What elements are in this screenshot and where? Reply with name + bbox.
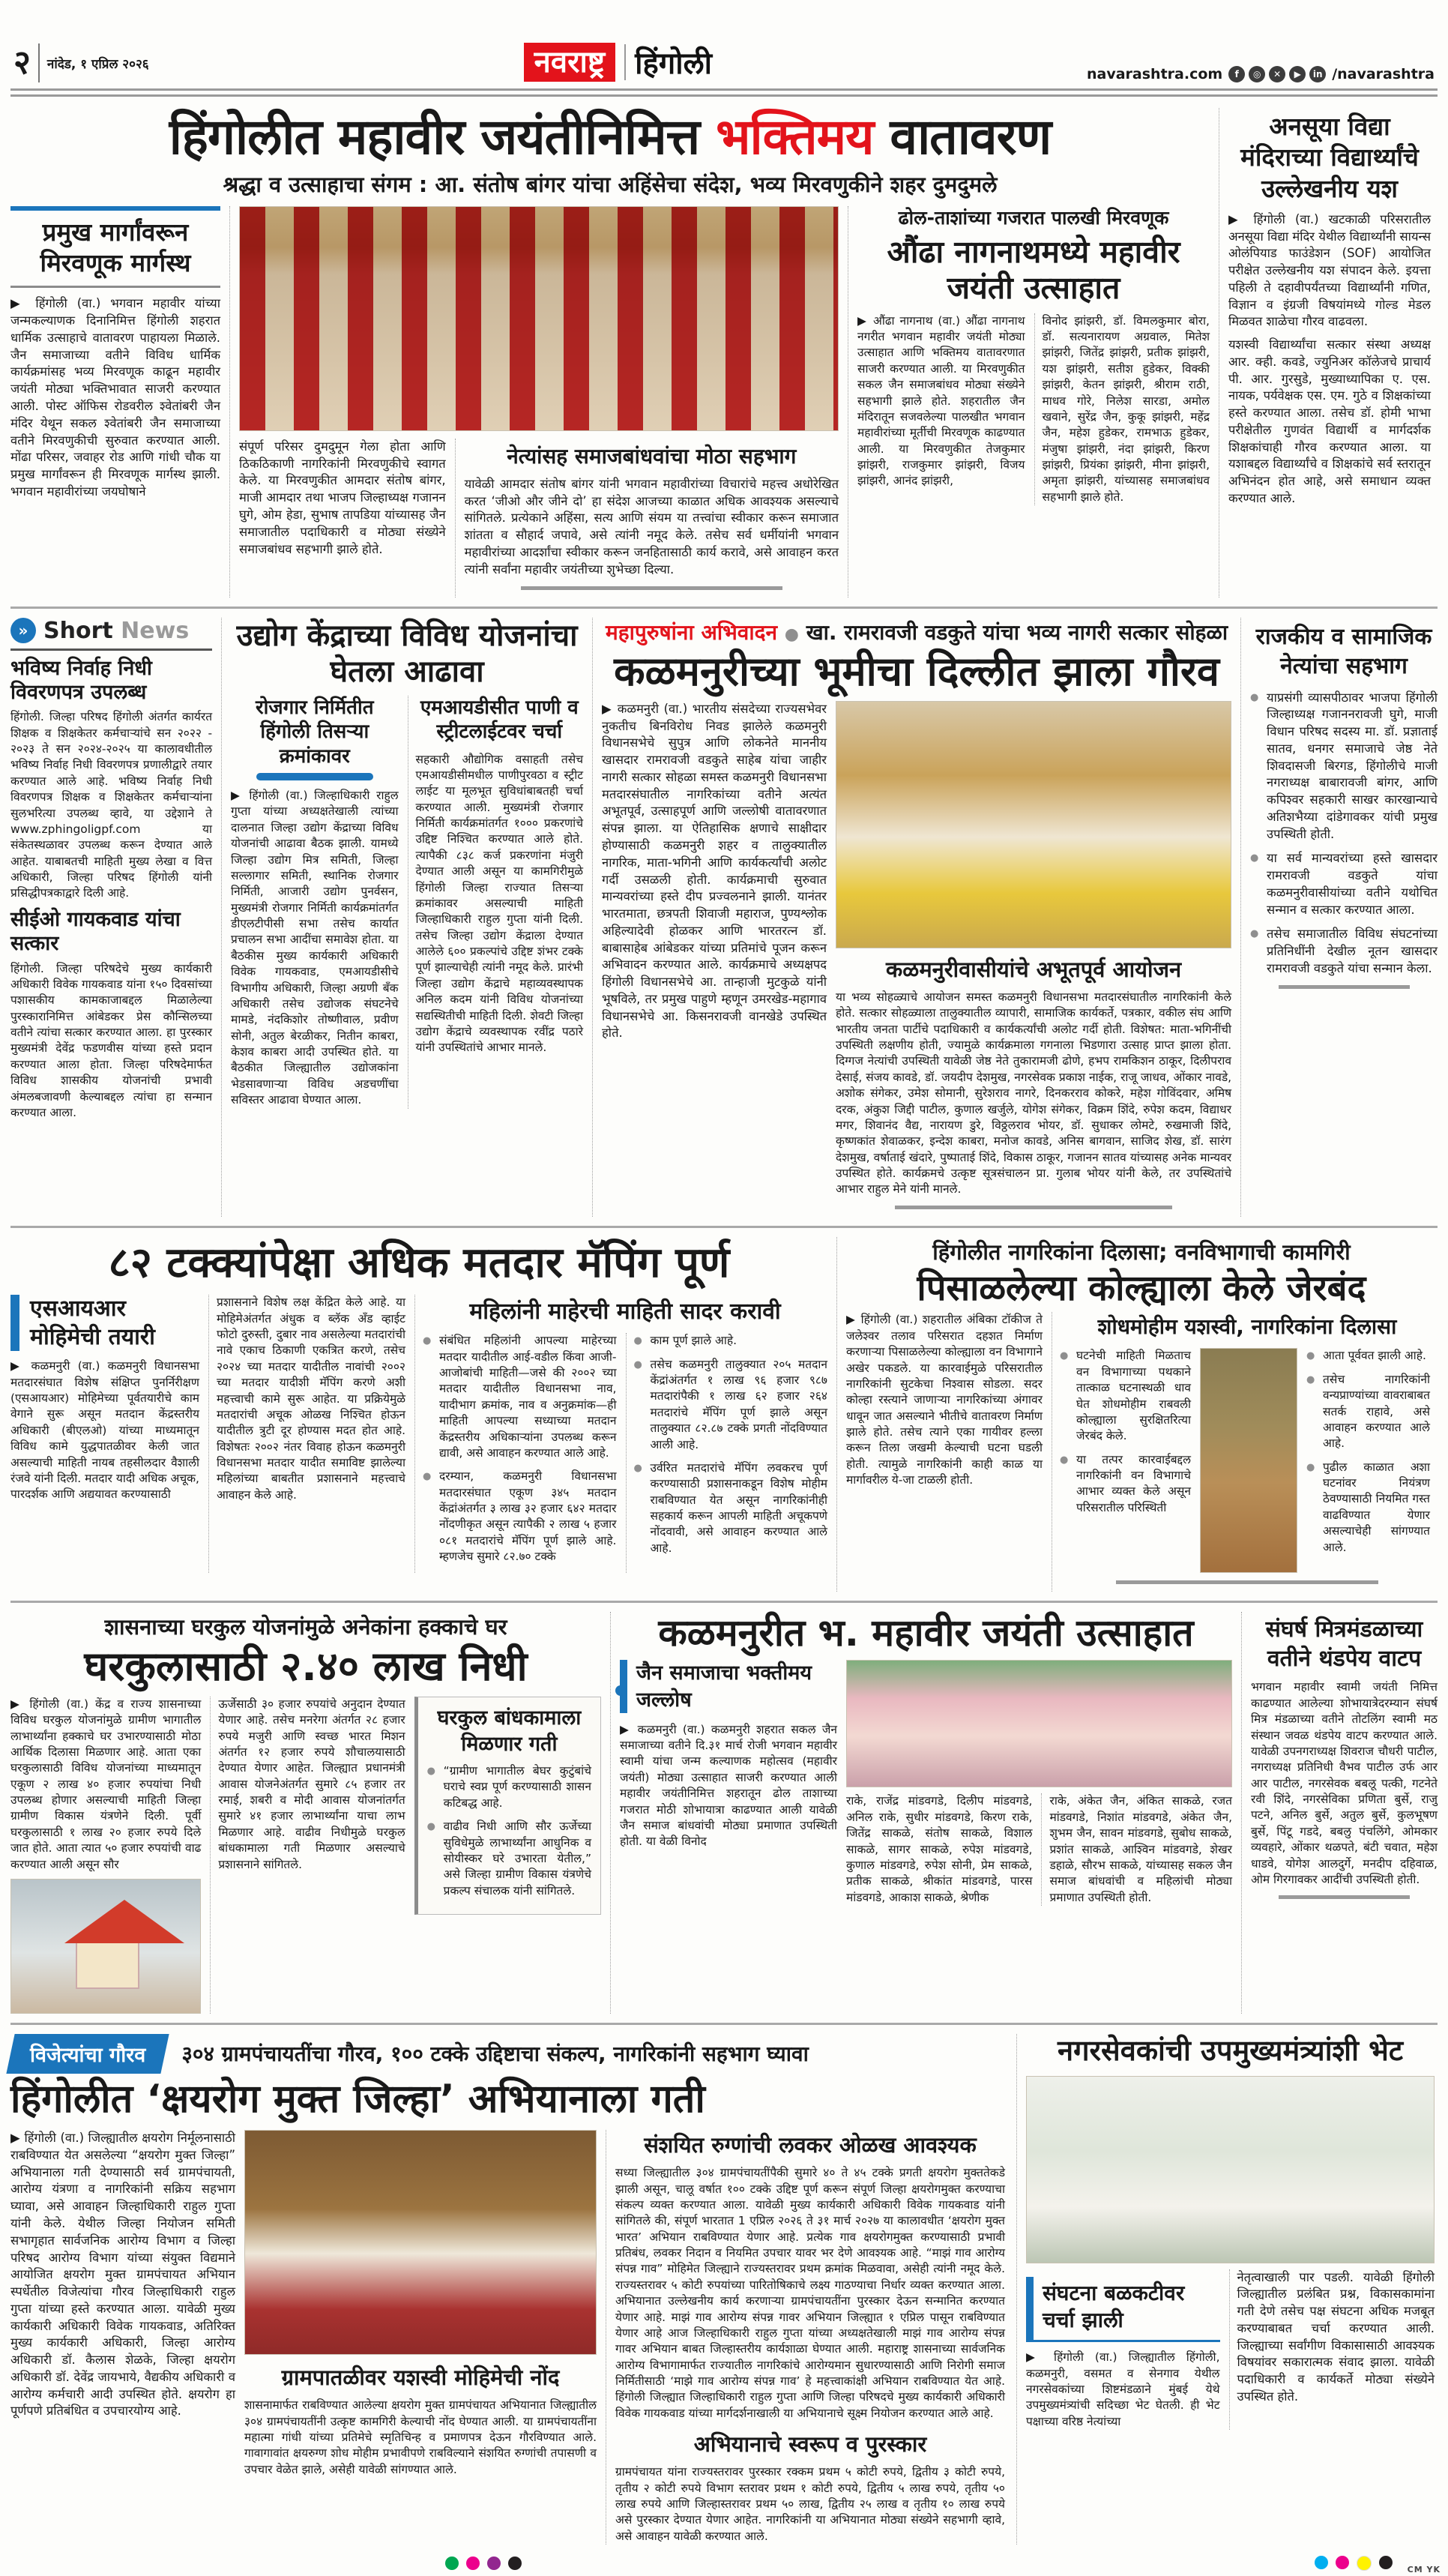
article-ansuya — [1219, 108, 1431, 598]
lead-headline-red: भक्तिमय — [716, 108, 874, 166]
mahavir-col2: राके, राजेंद्र मांडवगडे, दिलीप मांडवगडे, अनिल राके, सुधीर मांडवगडे, किरण राके, जितेंद्र साकळे, संतोष साकळे, विशाल साकळे, सागर साकळे, रुपेश मांडवगडे, कुणाल मांडवगडे, रुपेश सोनी, प्रेम साकळे, प्रतीक साकळे, श्रीकांत मांडवगडे, पारस मांडवगडे, आकाश साकळे, श्रेणीक — [846, 1794, 1033, 1904]
short-news-label — [43, 618, 189, 644]
article-aundha — [848, 206, 1210, 598]
article-gharkul-title: घरकुलासाठी २.४० लाख निधी — [84, 1643, 528, 1691]
mapping-bullets-b — [626, 1333, 828, 1572]
article-udyog-sub1: रोजगार निर्मितीत हिंगोली तिसऱ्या क्रमांकावर — [256, 696, 374, 768]
short-news-item-title: सीईओ गायकवाड यांचा सत्कार — [10, 907, 181, 956]
magenta-dot-icon — [466, 2557, 480, 2570]
instagram-icon: ◎ — [1249, 66, 1265, 82]
registration-dots-left — [445, 2557, 522, 2570]
kolha-bullet: ● पुढील काळात अशा घटनांवर नियंत्रण ठेवण्यासाठी नियमित गस्त वाढविण्यात येणार असल्याचेही सांगण्यात आले. — [1306, 1460, 1430, 1556]
linkedin-icon: in — [1309, 66, 1326, 82]
rajkiya-section — [1240, 618, 1438, 1217]
black-dot-icon — [1379, 2556, 1393, 2569]
kshayrog-note-body: शासनामार्फत राबविण्यात आलेल्या क्षयरोग मुक्त ग्रामपंचायत अभियानात जिल्ह्यातील ३०४ ग्रामपंचायतींनी उत्कृष्ट कामगिरी केल्याची नोंद घेण्यात आली. या ग्रामपंचायतींना महात्मा गांधी यांच्या प्रतिमेचे स्मृतिचिन्ह व प्रमाणपत्र देऊन गौरविण्यात आले. गावागावांत क्षयरुग्ण शोध मोहीम प्रभावीपणे राबविल्याने संशयित रुग्णांची तपासणी व उपचार वेळेत झाले, असेही यावेळी सांगण्यात आले. — [244, 2398, 597, 2476]
jackal-photo — [1200, 1348, 1297, 1573]
edition-dateline: नांदेड, १ एप्रिल २०२६ — [46, 56, 149, 72]
kolha-bullet: ● घटनेची माहिती मिळताच वन विभागाच्या पथकाने तात्काळ घटनास्थळी धाव घेत शोधमोहीम राबवली कोल्ह्याला सुरक्षितरित्या जेरबंद केले. — [1060, 1348, 1191, 1444]
article-miravnuk-col2: संपूर्ण परिसर दुमदुमून गेला होता आणि ठिकठिकाणी नागरिकांनी मिरवणुकीचे स्वागत केले. या मिरवणुकीत आमदार संतोष बांगर, माजी आमदार तथा भाजप जिल्हाध्यक्ष गजानन घुगे, ओम हेडा, सुभाष तापडिया यांच्यासह जैन समाजातील पदाधिकारी व मोठ्या संख्येने समाजबांधव सहभागी झाले होते. — [239, 439, 446, 556]
article-miravnuk-col1: ▶ हिंगोली (वा.) भगवान महावीर यांच्या जन्मकल्याणक दिनानिमित्त हिंगोली शहरात धार्मिक उत्साहाचे वातावरण पाहायला मिळाले. जैन समाजाच्या वतीने विविध धार्मिक कार्यक्रमांसह भव्य मिरवणूक काढून महावीर जयंती मोठ्या भक्तिभावात साजरी करण्यात आली. पोस्ट ऑफिस रोडवरील श्वेतांबरी जैन मंदिर येथून सकल श्वेतांबरी जैन समाजाच्या वतीने मिरवणुकीची सुरुवात करण्यात आली. मोंढा परिसर, जवाहर रोड आणि गांधी चौक या प्रमुख मार्गांवरून ही मिरवणूक मार्गस्थ झाली. भगवान महावीरांच्या जयघोषाने — [10, 296, 220, 499]
article-kolha-kicker: हिंगोलीत नागरिकांना दिलासा; वनविभागाची कामगिरी — [932, 1239, 1351, 1265]
article-kshayrog — [10, 2034, 1007, 2545]
kolha-right-cols — [1060, 1348, 1435, 1573]
kolha-bullets-right — [1306, 1348, 1430, 1573]
nagarsevak-left — [1026, 2269, 1220, 2431]
green-dot-icon — [445, 2557, 459, 2570]
kolha-bullet: ● या तत्पर कारवाईबद्दल नागरिकांनी वन विभागाचे आभार व्यक्त केले असून परिसरातील परिस्थिती — [1060, 1452, 1191, 1517]
lead-photo-block — [229, 206, 839, 598]
mapping-bullet: ● दरम्यान, कळमनुरी विधानसभा मतदारसंघात एकूण ३४५ मतदान केंद्रांअंतर्गत ३ लाख ३२ हजार ६४२ मतदार नोंदणीकृत असून त्यापैकी २ लाख ५ हजार ०८१ मतदारांचे मॅपिंग पूर्ण झाले आहे. म्हणजेच सुमारे ८२.७० टक्के — [423, 1469, 617, 1565]
kolha-col1: ▶ हिंगोली (वा.) शहरातील अंबिका टॉकीज ते जलेश्वर तलाव परिसरात दहशत निर्माण करणाऱ्या पिसाळलेल्या कोल्ह्याला वन विभागाने अखेर पकडले. या कारवाईमुळे परिसरातील नागरिकांनी सुटकेचा निश्वास सोडला. सदर कोल्हा रस्त्याने जाणाऱ्या नागरिकांच्या अंगावर धावून जात असल्याने भीतीचे वातावरण निर्माण झाले होते. तसेच त्याने एका गायीवर हल्ला करून तिला जखमी केल्याची घटना घडली होती. त्यामुळे नागरिकांनी काही काळ या मार्गावरील ये-जा टाळली होती. — [846, 1313, 1043, 1487]
kshayrog-right — [606, 2130, 1005, 2545]
mapping-bullet: ● काम पूर्ण झाले आहे. — [634, 1333, 828, 1349]
article-miravnuk — [10, 206, 220, 598]
mapping-bullet: ● संबंधित महिलांनी आपल्या माहेरच्या मतदार यादीतील आई-वडील किंवा आजी-आजोबांची माहिती—जसे की २००२ च्या मतदार यादीतील विधानसभा नाव, यादीभाग क्रमांक, नाव व अनुक्रमांक—ही माहिती आपल्या सध्याच्या मतदान केंद्रस्तरीय अधिकाऱ्यांना उपलब्ध करून द्यावी, असे आवाहन करण्यात आले आहे. — [423, 1333, 617, 1461]
page-header — [10, 6, 1438, 88]
rajkiya-bullet: ● याप्रसंगी व्यासपीठावर भाजपा हिंगोली जिल्हाध्यक्ष गजाननरावजी घुगे, माजी विधान परिषद सदस्य मा. डॉ. प्रज्ञाताई सातव, धनगर समाजाचे जेष्ठ नेते शिवदासजी बिरगड, हिंगोलीचे माजी नगराध्यक्ष बाबारावजी बांगर, आणि कपिश्वर सहकारी साखर कारखान्याचे अतिशभैय्या दांडेगावकर यांची प्रमुख उपस्थिती होती. — [1250, 690, 1438, 843]
mahavir-name-cols — [846, 1793, 1232, 1906]
short-news-item-body: हिंगोली. जिल्हा परिषदेचे मुख्य कार्यकारी अधिकारी विवेक गायकवाड यांना १५० दिवसांच्या पशासकीय कामकाजाबद्दल मिळालेल्या पुरस्कारानिमित्त आंबेडकर प्रेस कौन्सिलच्या वतीने त्यांचा सत्कार करण्यात आला. हा पुरस्कार मुख्यमंत्री देवेंद्र फडणवीस यांच्या हस्ते प्रदान करण्यात आला होता. जिल्हा परिषदेमार्फत विविध शासकीय योजनांची प्रभावी अंमलबजावणी केल्याबद्दल त्यांचा हा सन्मान करण्यात आला. — [10, 961, 213, 1119]
page-info — [13, 43, 149, 82]
ayojan-body: या भव्य सोहळ्याचे आयोजन समस्त कळमनुरी विधानसभा मतदारसंघातील नागरिकांनी केले होते. सत्कार सोहळ्याला तालुक्यातील व्यापारी, सामाजिक कार्यकर्ते, पत्रकार, वकील संघ आणि भारतीय जनता पार्टीचे पदाधिकारी व कार्यकर्त्यांची अलोट गर्दी होती. विशेषत: माता-भगिनींची उपस्थिती लक्षणीय होती, ज्यामुळे कार्यक्रमाला गगनाला भिडणारा उत्साह प्राप्त झाला होता. दिग्गज नेत्यांची उपस्थिती यावेळी जेष्ठ नेते तुकारामजी ढोणे, हभप रामकिशन ठाकूर, दिलीपराव देसाई, संजय कावडे, डॉ. जयदीप देशमुख, नगरसेवक प्रकाश नाईक, राजू जाधव, ओंकार नावडे, अशोक संगेकर, उमेश सोमानी, सुरेशराव नागरे, दिनकरराव कोकरे, महेश गोविंदवार, अमिष दरक, अंकुश जिद्दी पाटील, कुणाल खर्जुले, योगेश संगेकर, विक्रम शिंदे, रुपेश कदम, विद्याधर मगर, शिवानंद वैद्य, नारायण डुरे, विठ्ठलराव भोयर, डॉ. सुधाकर लोमटे, रुखमाजी शिंदे, कृष्णकांत शेवाळकर, इन्देश काबरा, मनोज कावडे, अनिस बागवान, साजिद शेख, डॉ. सारंग देशमुख, वर्षाताई खंदारे, पुष्पाताई शिंदे, विकास ठाकूर, गजानन सातव यांच्यासह अनेक मान्यवर उपस्थित होते. कार्यक्रमचे उत्कृष्ट सूत्रसंचालन प्रा. गुलाब भोयर यांनी केले, तर उपस्थितांचे आभार राहुल मेने यांनी मानले. — [836, 990, 1232, 1197]
article-udyog-title: उद्योग केंद्राच्या विविध योजनांचा घेतला आढावा — [236, 618, 578, 689]
short-news-label-dark: Short — [43, 617, 113, 644]
mapping-bullet: ● उर्वरित मतदारांचे मॅपिंग लवकरच पूर्ण करण्यासाठी प्रशासनाकडून विशेष मोहीम राबविण्यात येत असून नागरिकांनीही सहकार्य करून आपली माहिती अचूकपणे नोंदवावी, असे आवाहन करण्यात आले आहे. — [634, 1460, 828, 1556]
article-aundha-kicker: ढोल-ताशांच्या गजरात पालखी मिरवणूक — [898, 206, 1169, 229]
article-ansuya-para2: यशस्वी विद्यार्थ्यांचा सत्कार संस्था अध्यक्ष आर. क्ही. कवडे, ज्युनिअर कॉलेजचे प्राचार्य पी. आर. गुरसुडे, मुख्याध्यापिका ए. एस. नायक, पर्यवेक्षक एस. एम. गुठे व शिक्षकांच्या हस्ते करण्यात आला. तसेच डॉ. होमी भाभा परीक्षेतील गुणवंत विद्यार्थी व मार्गदर्शक शिक्षकांचाही गौरव करण्यात आला. या यशाबद्दल विद्यार्थ्यांचे व शिक्षकांचे सर्व स्तरातून अभिनंदन होत आहे, असे समाधान व्यक्त करण्यात आले. — [1228, 337, 1431, 505]
article-udyog-col1: ▶ हिंगोली (वा.) जिल्हाधिकारी राहुल गुप्ता यांच्या अध्यक्षतेखाली त्यांच्या दालनात जिल्हा उद्योग केंद्राच्या विविध योजनांची आढावा बैठक झाली. यामध्ये जिल्हा उद्योग मित्र समिती, जिल्हा सल्लागार समिती, स्थानिक रोजगार निर्मिती, आजारी उद्योग पुनर्वसन, मुख्यमंत्री रोजगार निर्मिती कार्यक्रमांतर्गत डीएलटीपीसी सभा तसेच कार्यात प्रचालन सभा आदींचा समावेश होता. या बैठकीस मुख्य कार्यकारी अधिकारी विवेक गायकवाड, एमआयडीसीचे विभागीय अधिकारी, जिल्हा अग्रणी बँक अधिकारी तसेच उद्योजक संघटनेचे मामडे, नंदकिशोर तोष्णीवाल, प्रवीण सोनी, अतुल बेरळीकर, नितीन काबरा, केशव काबरा आदी उपस्थित होते. या बैठकीत जिल्ह्यातील उद्योजकांना भेडसावणाऱ्या विविध अडचणींचा सविस्तर आढावा घेण्यात आला. — [231, 789, 399, 1107]
article-gharkul-kicker: शासनाच्या घरकुल योजनांमुळे अनेकांना हक्काचे घर — [104, 1614, 507, 1640]
gharkul-col2: ऊर्जेसाठी ३० हजार रुपयांचे अनुदान देण्यात येणार आहे. तसेच मनरेगा अंतर्गत २८ हजार रुपये मजुरी आणि स्वच्छ भारत मिशन अंतर्गत १२ हजार रुपये शौचालयासाठी देण्यात येणार आहेत. जिल्ह्यात प्रधानमंत्री आवास योजनेअंतर्गत सुमारे ८५ हजार तर रमाई, शबरी व मोदी आवास योजनांतर्गत सुमारे ४१ हजार लाभार्थ्यांना याचा लाभ मिळणार आहे. वाढीव निधीमुळे घरकुल बांधकामाला गती मिळणार असल्याचे प्रशासनाने सांगितले. — [218, 1697, 405, 1871]
article-satkar — [592, 618, 1231, 1217]
article-gharkul-cols — [10, 1697, 601, 2014]
article-aundha-cols — [857, 313, 1210, 506]
section-end-rule — [1279, 1895, 1409, 1899]
article-ansuya-title: अनसूया विद्या मंदिराच्या विद्यार्थ्यांचे उल्लेखनीय यश — [1240, 112, 1419, 203]
short-news-header — [10, 618, 212, 651]
kshayrog-sub2: संशयित रुग्णांची लवकर ओळख आवश्यक — [644, 2132, 977, 2158]
band-2 — [10, 618, 1438, 1217]
mahavir-right — [846, 1660, 1232, 1906]
masthead — [524, 41, 712, 82]
masthead-logo: नवराष्ट्र — [524, 43, 616, 82]
lead-headline — [10, 109, 1210, 165]
article-mahavir-kalamnuri — [610, 1612, 1232, 2014]
header-rules — [10, 88, 1438, 100]
article-mapping-cols — [10, 1295, 827, 1572]
band-top — [10, 108, 1438, 598]
short-news-item-title: भविष्य निर्वाह निधी विवरणपत्र उपलब्ध — [10, 656, 152, 704]
x-icon: ✕ — [1269, 66, 1285, 82]
article-kolha-title: पिसाळलेल्या कोल्ह्याला केले जेरबंद — [917, 1267, 1366, 1309]
lead-subhead: श्रद्धा व उत्साहाचा संगम : आ. संतोष बांगर यांचा अहिंसेचा संदेश, भव्य मिरवणुकीने शहर दुमदुमले — [223, 171, 998, 197]
short-news-item — [10, 908, 212, 1122]
short-news-label-light: News — [121, 617, 190, 644]
article-satkar-col1: ▶ कळमनुरी (वा.) भारतीय संसदेच्या राज्यसभेवर नुकतीच बिनविरोध निवड झालेले कळमनुरी विधानसभेचे सुपुत्र आणि लोकनेते माननीय खासदार रामरावजी वडकुते साहेब यांचा जाहीर नागरी सत्कार सोहळा समस्त कळमनुरी विधानसभा मतदारसंघातील नागरिकांच्या वतीने अत्यंत अभूतपूर्व, उत्साहपूर्ण आणि जल्लोषी वातावरणात संपन्न झाला. या ऐतिहासिक क्षणाचे साक्षीदार होण्यासाठी कळमनुरी शहर व तालुक्यातील नागरिक, माता-भगिनी आणि कार्यकर्त्यांची अलोट गर्दी उसळली होती. कार्यक्रमाची सुरुवात मान्यवरांच्या हस्ते दीप प्रज्वलनाने झाली. यानंतर भारतमाता, छत्रपती शिवाजी महाराज, पुण्यश्लोक अहिल्यादेवी होळकर आणि भारतरत्न डॉ. बाबासाहेब आंबेडकर यांच्या प्रतिमांचे पूजन करून अभिवादन करण्यात आले. कार्यक्रमाचे अध्यक्षपद हिंगोली विधानसभेचे आ. तान्हाजी मुटकुळे यांनी भूषविले, तर प्रमुख पाहुणे म्हणून उमरखेड-महागाव विधानसभेचे आ. किसनरावजी वानखेडे उपस्थित होते. — [602, 701, 827, 1041]
gharkul-box-bullet: ● “ग्रामीण भागातील बेघर कुटुंबांचे घराचे स्वप्न पूर्ण करण्यासाठी शासन कटिबद्ध आहे. — [427, 1763, 591, 1811]
gharkul-col1-wrap — [10, 1697, 201, 2014]
mapping-submid: महिलांनी माहेरची माहिती सादर करावी — [469, 1298, 781, 1325]
article-udyog-left — [231, 696, 399, 1109]
gharkul-highlight-box — [414, 1697, 601, 1915]
meeting-photo — [244, 2130, 597, 2355]
article-thandpey — [1241, 1612, 1438, 2014]
mapping-bullet-cols — [423, 1333, 827, 1572]
dcm-meeting-photo — [1026, 2076, 1435, 2263]
article-udyog-sub2: एमआयडीसीत पाणी व स्ट्रीटलाईटवर चर्चा — [420, 696, 579, 743]
article-nagarsevak — [1016, 2034, 1435, 2545]
website-url: navarashtra.com — [1087, 66, 1223, 82]
satkar-kicker-black: खा. रामरावजी वडकुते यांचा भव्य नागरी सत्कार सोहळा — [806, 619, 1228, 645]
article-ansuya-para1: ▶ हिंगोली (वा.) खटकाळी परिसरातील अनसूया विद्या मंदिर येथील विद्यार्थ्यांनी सायन्स ओलंपियाड फाउंडेशन (SOF) आयोजित परीक्षेत उल्लेखनीय यश संपादन केले. इयत्ता पहिली ते दहावीपर्यंतच्या विद्यार्थ्यांनी गणित, विज्ञान व इंग्रजी विषयांमध्ये गोल्ड मेडल मिळवत शाळेचा गौरव वाढवला. — [1228, 211, 1431, 329]
kshayrog-sub2-body: सध्या जिल्ह्यातील ३०४ ग्रामपंचायतींपैकी सुमारे ४० ते ४५ टक्के प्रगती क्षयरोग मुक्ततेकडे झाली असून, चालू वर्षात १०० टक्के उद्दिष्ट पूर्ण करून संपूर्ण जिल्हा क्षयरोगमुक्त करण्याचा संकल्प व्यक्त करण्यात आला. यावेळी मुख्य कार्यकारी अधिकारी विवेक गायकवाड यांनी सांगितले की, संपूर्ण भारतात 1 एप्रिल २०२६ ते ३१ मार्च २०२७ या कालावधीत ‘क्षयरोग मुक्त भारत’ अभियान राबविण्यात येणार आहे. प्रत्येक गाव क्षयरोगमुक्त करण्यासाठी प्रभावी प्रतिबंध, लवकर निदान व नियमित उपचार यावर भर देणे आवश्यक आहे. “माझं गाव आरोग्य संपन्न गाव” मोहिमेत जिल्ह्याने राज्यस्तरावर प्रथम क्रमांक मिळवावा, असेही त्यांनी नमूद केले. राज्यस्तरावर ५ कोटी रुपयांच्या पारितोषिकाचे लक्ष्य गाठण्याचा निर्धार व्यक्त करण्यात आला. अभियानात उल्लेखनीय कार्य करणाऱ्या ग्रामपंचायतींना पुरस्कार देऊन सन्मानित करण्यात येणार आहे. माझं गाव आरोग्य संपन्न गावर अभियान जिल्ह्यात १ एप्रिल पासून राबविण्यात येणार आहे आज जिल्हाधिकारी राहुल गुप्ता यांच्या अध्यक्षतेखाली माझं गाव आरोग्य संपन्न गावर अभियान बाबत जिल्हास्तरीय कार्यशाळा घेण्यात आली. महाराष्ट्र शासनाच्या सार्वजनिक आरोग्य विभागामार्फत राज्यातील नागरिकांचे आरोग्यमान सुधारण्यासाठी आणि निरोगी समाज निर्मितीसाठी ‘माझे गाव आरोग्य संपन्न गाव’ हे महत्त्वाकांक्षी अभियान राबविण्यात येत आहे. हिंगोली जिल्ह्यात जिल्हाधिकारी राहुल गुप्ता आणि जिल्हा परिषदचे मुख्य कार्यकारी अधिकारी विवेक गायकवाड यांच्या मार्गदर्शनाखाली या अभियानाचे सूक्ष्म नियोजन करण्यात आले आहे. — [615, 2166, 1005, 2420]
blue-underline-bar — [256, 773, 373, 780]
mapping-bullet: ● तसेच कळमनुरी तालुक्यात २०५ मतदान केंद्रांअंतर्गत १ लाख ९६ हजार ९८७ मतदारांपैकी १ लाख ६२ हजार २६४ मतदारांचे मॅपिंग पूर्ण झाले असून तालुक्यात ८२.८७ टक्के प्रगती नोंदविण्यात आली आहे. — [634, 1357, 828, 1453]
netya-section — [455, 439, 839, 598]
kshayrog-kicker: ३०४ ग्रामपंचायतींचा गौरव, १०० टक्के उद्दिष्टाचा संकल्प, नागरिकांनी सहभाग घ्यावा — [181, 2041, 809, 2067]
kshayrog-sub3: अभियानाचे स्वरूप व पुरस्कार — [693, 2431, 927, 2458]
cyan-dot-icon — [1315, 2556, 1328, 2569]
article-mahavir-cols — [620, 1660, 1232, 1906]
mapping-bullets-a — [423, 1333, 617, 1572]
cmyk-mark: CM YK — [1407, 2565, 1441, 2575]
registration-dots-right — [1315, 2556, 1393, 2571]
facebook-icon: f — [1228, 66, 1245, 82]
rajkiya-bullet: ● तसेच समाजातील विविध संघटनांच्या प्रतिनिधींनी देखील नूतन खासदार रामरावजी वडकुते यांचा सन्मान केला. — [1250, 926, 1438, 977]
article-satkar-cols — [602, 701, 1231, 1217]
gharkul-col1: ▶ हिंगोली (वा.) केंद्र व राज्य शासनाच्या विविध घरकुल योजनांमुळे ग्रामीण भागातील लाभार्थ्यांना हक्काचे घर उभारण्यासाठी मोठा आर्थिक दिलासा मिळणार आहे. आता एका घरकुलासाठी विविध योजनांच्या माध्यमातून एकूण २ लाख ४० हजार रुपयांचा निधी उपलब्ध होणार असल्याची माहिती जिल्हा ग्रामीण विकास यंत्रणेने दिली. पूर्वी घरकुलासाठी १ लाख २० हजार रुपये दिले जात होते. आता त्यात ५० हजार रुपयांची वाढ करण्यात आली असून सौर — [10, 1697, 202, 1871]
nagarsevak-title: नगरसेवकांची उपमुख्यमंत्र्यांशी भेट — [1057, 2033, 1404, 2067]
kshayrog-cols — [10, 2130, 1007, 2545]
article-mapping-title: ८२ टक्क्यांपेक्षा अधिक मतदार मॅपिंग पूर्ण — [108, 1238, 730, 1287]
lead-columns — [10, 206, 1210, 598]
article-kolha-cols — [846, 1312, 1437, 1592]
kolha-bullet: ● आता पूर्ववत झाली आहे. — [1306, 1348, 1430, 1364]
page-number: २ — [13, 43, 31, 82]
ayojan-title: कळमनुरीवासीयांचे अभूतपूर्व आयोजन — [886, 956, 1182, 982]
nagarsevak-col2: नेतृत्वाखाली पार पडली. यावेळी हिंगोली जिल्ह्यातील प्रलंबित प्रश्न, विकासकामांना गती देणे तसेच पक्ष संघटना अधिक मजबूत करण्याबाबत चर्चा करण्यात आली. जिल्ह्याच्या सर्वांगीण विकासासाठी आवश्यक विषयांवर सकारात्मक संवाद झाला. यावेळी पदाधिकारी व कार्यकर्ते मोठ्या संख्येने उपस्थित होते. — [1237, 2269, 1435, 2404]
gharkul-col2-wrap — [210, 1697, 405, 2014]
lead-headline-black2: वातावरण — [873, 108, 1052, 166]
mahavir-col1: ▶ कळमनुरी (वा.) कळमनुरी शहरात सकल जैन समाजाच्या वतीने दि.३१ मार्च रोजी भगवान महावीर स्वामी यांचा जन्म कल्याणक महोत्सव (महावीर जयंती) मोठ्या उत्साहात साजरी करण्यात आली महावीर जयंतीनिमित्त शहरातून ढोल ताशाच्या गजरात मोठी शोभायात्रा काढण्यात आली यावेळी जैन समाज बांधवांची मोठ्या प्रमाणात उपस्थिती होती. या वेळी विनोद — [620, 1722, 837, 1849]
kolha-bullets-left — [1060, 1348, 1191, 1573]
lead-headline-black1: हिंगोलीत महावीर जयंतीनिमित्त — [169, 108, 717, 166]
gharkul-box-title: घरकुल बांधकामाला मिळणार गती — [437, 1706, 582, 1756]
gharkul-box — [414, 1697, 601, 2014]
mapping-subleft: एसआयआर मोहिमेची तयारी — [10, 1295, 199, 1351]
satkar-kicker-red: महापुरुषांना अभिवादन — [605, 619, 778, 645]
mahavir-left — [620, 1660, 837, 1906]
netya-body: यावेळी आमदार संतोष बांगर यांनी भगवान महावीरांच्या विचारांचे महत्त्व अधोरेखित करत ‘जीओ और जीने दो’ हा संदेश आजच्या काळात अधिक आवश्यक असल्याचे सांगितले. प्रत्येकाने अहिंसा, सत्य आणि संयम या तत्त्वांचा स्वीकार करून समाजात शांतता व सौहार्द जपावे, असे त्यांनी नमूद केले. तसेच सर्व धर्मीयांनी भगवान महावीरांच्या आदर्शांचा स्वीकार करून जनहितासाठी कार्य करावे, असे आवाहन करत त्यांनी सर्वांना महावीर जयंतीच्या शुभेच्छा दिल्या. — [464, 476, 839, 577]
section-end-rule — [1116, 1580, 1378, 1584]
social-handle: /navarashtra — [1332, 66, 1435, 82]
article-udyog-cols — [231, 696, 583, 1109]
rajkiya-title: राजकीय व सामाजिक नेत्यांचा सहभाग — [1255, 623, 1432, 679]
article-thandpey-body: भगवान महावीर स्वामी जयंती निमित्त काढण्यात आलेल्या शोभायात्रेदरम्यान संघर्ष मित्र मंडळाच्या वतीने तोटलिंग स्वामी मठ संस्थान जवळ थंडपेय वाटप करण्यात आले. यावेळी उपनगराध्यक्ष शिवराज चौधरी पाटील, नगराध्यक्ष प्रतिनिधी वैभव पाटील उर्फ आर आर पाटील, नगरसेवक बबलू पत्की, गटनेते रवी शिंदे, नगरसेविका प्रणिता बुर्से, राजु पटने, अनिल बुर्से, अतुल बुर्से, कुलभूषण बुर्से, पिंटू गडदे, बबलु पंचलिंगे, ओमकार व्यवहारे, ओंकार थळपते, बंटी चवात, महेश धाडवे, योगेश आलदुर्गे, मनदीप दहिवाळ, ओम गिरगावकर आदींची उपस्थिती होती. — [1251, 1680, 1438, 1886]
nagarsevak-right — [1229, 2269, 1435, 2431]
article-mapping — [10, 1237, 827, 1592]
kshayrog-title: हिंगोलीत ‘क्षयरोग मुक्त जिल्हा’ अभियानाला गती — [10, 2076, 705, 2122]
edition-name: हिंगोली — [635, 46, 712, 81]
article-udyog-right — [408, 696, 584, 1109]
band-divider-4 — [10, 2023, 1438, 2025]
mahavir-subhead: जैन समाजाचा भक्तीमय जल्लोष — [620, 1660, 837, 1712]
band-3 — [10, 1237, 1438, 1592]
band-divider-3 — [10, 1601, 1438, 1603]
nagarsevak-subhead: संघटना बळकटीवर चर्चा झाली — [1026, 2277, 1220, 2343]
band-5 — [10, 2034, 1438, 2545]
black-dot-icon — [508, 2557, 522, 2570]
article-udyog-col2: सहकारी औद्योगिक वसाहती तसेच एमआयडीसीमधील पाणीपुरवठा व स्ट्रीट लाईट या मूलभूत सुविधांबाबतही चर्चा करण्यात आली. मुख्यमंत्री रोजगार निर्मिती कार्यक्रमांतर्गत १००० प्रकरणांचे उद्दिष्ट निश्चित करण्यात आले होते. त्यापैकी ८३८ कर्ज प्रकरणांना मंजुरी देण्यात आली असून या कामगिरीमुळे हिंगोली जिल्हा राज्यात तिसऱ्या क्रमांकावर असल्याची माहिती जिल्हाधिकारी राहुल गुप्ता यांनी दिली. तसेच जिल्हा उद्योग केंद्राला देण्यात आलेले ६०० प्रकल्पांचे उद्दिष्ट शंभर टक्के पूर्ण झाल्याचेही त्यांनी नमूद केले. प्रारंभी जिल्हा उद्योग केंद्राचे महाव्यवस्थापक अनिल कदम यांनी विविध योजनांच्या सद्यस्थितीची माहिती दिली. शेवटी जिल्हा उद्योग केंद्राचे व्यवस्थापक रवींद्र पठारे यांनी उपस्थितांचे आभार मानले. — [415, 752, 584, 1055]
gharkul-box-bullet: ● वाढीव निधी आणि सौर ऊर्जेच्या सुविधेमुळे लाभार्थ्यांना आधुनिक व सोयीस्कर घरे उभारता येतील,” असे जिल्हा ग्रामीण विकास यंत्रणेचे प्रकल्प संचालक यांनी सांगितले. — [427, 1819, 591, 1899]
kolha-bullet: ● तसेच नागरिकांनी वन्यप्राण्यांच्या वावराबाबत सतर्क राहावे, असे आवाहन करण्यात आले आहे. — [1306, 1372, 1430, 1452]
yellow-dot-icon — [1357, 2556, 1372, 2571]
mahavir-col3-wrap — [1041, 1793, 1232, 1906]
lead-area — [10, 108, 1210, 598]
magenta-dot-icon — [1336, 2556, 1349, 2569]
satkar-photo — [836, 701, 1231, 948]
shobhayatra-photo — [846, 1660, 1232, 1787]
section-end-rule — [521, 586, 783, 590]
netya-title: नेत्यांसह समाजबांधवांचा मोठा सहभाग — [507, 443, 797, 469]
article-aundha-col2-text: विनोद झांझरी, डॉ. विमलकुमार बोरा, डॉ. सत्यनारायण अग्रवाल, मितेश झांझरी, जितेंद्र झांझरी, प्रतीक झांझरी, यश झांझरी, सतीश हुडेकर, विक्की झांझरी, केतन झांझरी, श्रीराम राठी, माधव गोरे, निलेश सारडा, अमोल खवाने, सुरेंद्र जैन, कुकू झांझरी, महेंद्र जैन, महेश हुडेकर, रामभाऊ हुडेकर, मंजुषा झांझरी, नंदा झांझरी, किरण झांझरी, प्रियंका झांझरी, मीना झांझरी, अमृता झांझरी, यांच्यासह समाजबांधव सहभागी झाले होते. — [1042, 313, 1210, 504]
kicker-dot-icon: ● — [784, 625, 799, 644]
article-kolha-sub: शोधमोहीम यशस्वी, नागरिकांना दिलासा — [1097, 1314, 1397, 1340]
nagarsevak-col1: ▶ हिंगोली (वा.) जिल्ह्यातील हिंगोली, कळमनुरी, वसमत व सेनगाव येथील नगरसेवकांच्या शिष्टमंडळाने मुंबई येथे उपमुख्यमंत्र्यांची सदिच्छा भेट घेतली. ही भेट पक्षाच्या वरिष्ठ नेत्यांच्या — [1026, 2350, 1220, 2428]
social-icons — [1228, 66, 1326, 82]
section-end-rule — [1279, 985, 1410, 989]
winner-badge — [6, 2034, 169, 2074]
article-thandpey-title: संघर्ष मित्रमंडळाच्या वतीने थंडपेय वाटप — [1265, 1616, 1423, 1673]
band-divider-1 — [10, 607, 1438, 609]
under-photo-columns — [239, 439, 839, 598]
satkar-photo-block — [836, 701, 1231, 1217]
kshayrog-mid — [244, 2130, 597, 2545]
article-mahavir-title: कळमनुरीत भ. महावीर जयंती उत्साहात — [658, 1611, 1194, 1655]
kshayrog-note-title: ग्रामपातळीवर यशस्वी मोहिमेची नोंद — [281, 2365, 560, 2391]
article-gharkul — [10, 1612, 601, 2014]
mahavir-col3: राके, अंकेत जैन, अंकित साकळे, रजत मांडवगडे, निशांत मांडवगडे, अंकेत जैन, शुभम जैन, सावन मांडवगडे, सुबोध साकळे, प्रशांत साकळे, आश्विन मांडवगडे, शेखर डहाळे, सौरभ साकळे, यांच्यासह सकल जैन समाज बांधवांची व महिलांची मोठ्या प्रमाणात उपस्थिती होती. — [1049, 1794, 1232, 1904]
article-satkar-kicker — [602, 618, 1231, 646]
article-aundha-title: औंढा नागनाथमध्ये महावीर जयंती उत्साहात — [887, 234, 1180, 306]
band-4 — [10, 1612, 1438, 2014]
nagarsevak-cols — [1026, 2269, 1435, 2431]
band-divider-2 — [10, 1226, 1438, 1228]
kshayrog-col1: ▶ हिंगोली (वा.) जिल्ह्यातील क्षयरोग निर्मूलनासाठी राबविण्यात येत असलेल्या “क्षयरोग मुक्त जिल्हा” अभियानाला गती देण्यासाठी सर्व ग्रामपंचायती, आरोग्य यंत्रणा व नागरिकांनी सक्रिय सहभाग घ्यावा, असे आवाहन जिल्हाधिकारी राहुल गुप्ता यांनी केले. येथील जिल्हा नियोजन समिती सभागृहात सार्वजनिक आरोग्य विभाग व जिल्हा परिषद आरोग्य विभाग यांच्या संयुक्त विद्यमाने आयोजित क्षयरोग मुक्त ग्रामपंचायत अभियान स्पर्धेतील विजेत्यांचा गौरव जिल्हाधिकारी राहुल गुप्ता यांच्या हस्ते करण्यात आला. यावेळी मुख्य कार्यकारी अधिकारी विवेक गायकवाड, अतिरिक्त मुख्य कार्यकारी अधिकारी, जिल्हा आरोग्य अधिकारी डॉ. कैलास शेळके, जिल्हा क्षयरोग अधिकारी डॉ. देवेंद्र जायभाये, वैद्यकीय अधिकारी व आरोग्य कर्मचारी आदी उपस्थित होते. क्षयरोग हा पूर्णपणे प्रतिबंधित व उपचारयोग्य आहे. — [10, 2131, 235, 2419]
youtube-icon: ▶ — [1289, 66, 1306, 82]
header-divider — [38, 43, 40, 82]
kshayrog-sub3-body: ग्रामपंचायत यांना राज्यस्तरावर पुरस्कार रक्कम प्रथम ५ कोटी रुपये, द्वितीय ३ कोटी रुपये, तृतीय २ कोटी रुपये विभाग स्तरावर प्रथम १ कोटी रुपये, द्वितीय ५ लाख रुपये, तृतीय ५० लाख रुपये आणि जिल्हास्तरावर प्रथम ५० लाख, द्वितीय २५ लाख व तृतीय १० लाख रुपये असे पुरस्कार देण्यात येणार आहेत. नागरिकांनी या अभियानात मोठ्या संख्येने सहभागी व्हावे, असे आवाहन यावेळी करण्यात आले. — [615, 2465, 1005, 2543]
article-kolha — [836, 1237, 1437, 1592]
kolha-photo-wrap — [1200, 1348, 1297, 1573]
kshayrog-kicker-row — [10, 2034, 1007, 2074]
rajkiya-bullet: ● या सर्व मान्यवरांच्या हस्ते खासदार रामरावजी वडकुते यांचा कळमनुरीवासीयांच्या वतीने यथोचित सन्मान व सत्कार करण्यात आला. — [1250, 850, 1438, 918]
article-aundha-col2 — [1034, 313, 1210, 506]
purple-dot-icon — [487, 2557, 501, 2570]
short-news-column — [10, 618, 212, 1217]
procession-photo — [239, 206, 839, 431]
mapping-right — [414, 1295, 827, 1572]
article-satkar-title: कळमनुरीच्या भूमीचा दिल्लीत झाला गौरव — [614, 647, 1219, 695]
mapping-colB-text: प्रशासनाने विशेष लक्ष केंद्रित केले आहे. या मोहिमेअंतर्गत अंधुक व ब्लॅक अँड व्हाईट फोटो दुरुस्ती, दुबार नाव असलेल्या मतदारांची नावे एकाच ठिकाणी एकत्रित करणे, तसेच २०२४ च्या मतदार यादीतील नावांची २००२ च्या मतदार यादीशी मॅपिंग करणे अशी महत्त्वाची कामे सुरू आहेत. या प्रक्रियेमुळे मतदारांची अचूक ओळख निश्चित होऊन यादीतील त्रुटी दूर होण्यास मदत होत आहे. विशेषतः २००२ नंतर विवाह होऊन कळमनुरी विधानसभा मतदार यादीत समाविष्ट झालेल्या महिलांच्या बाबतीत प्रशासनाने महत्त्वाचे आवाहन केले आहे. — [217, 1295, 405, 1502]
article-miravnuk-title: प्रमुख मार्गांवरून मिरवणूक मार्गस्थ — [10, 206, 220, 289]
article-udyog — [221, 618, 583, 1217]
article-aundha-col1: ▶ औंढा नागनाथ (वा.) औंढा नागनाथ नगरीत भगवान महावीर जयंती मोठ्या उत्साहात आणि भक्तिमय वातावरणात साजरी करण्यात आली. या मिरवणुकीत सकल जैन समाजबांधव मोठ्या संख्येने सहभागी झाले होते. शहरातील जैन मंदिरातून सजवलेल्या पालखीत भगवान महावीरांच्या मूर्तीची मिरवणूक काढण्यात आली. या मिरवणुकीत तेजकुमार झांझरी, राजकुमार झांझरी, विजय झांझरी, आनंद झांझरी, — [857, 313, 1025, 488]
masthead-divider — [624, 44, 626, 80]
short-news-item-body: हिंगोली. जिल्हा परिषद हिंगोली अंतर्गत कार्यरत शिक्षक व शिक्षकेतर कर्मचाऱ्यांचे सन २०२२ - २०२३ ते सन २०२४-२०२५ या कालावधीतील भविष्य निर्वाह निधी विवरणपत्र प्रणालीद्वारे तयार करण्यात आले आहे. भविष्य निर्वाह निधी विवरणपत्र शिक्षक व शिक्षकेतर कर्मचाऱ्यांना सुलभरित्या उपलब्ध व्हावे, या उद्देशाने ते www.zphingoligpf.com या संकेतस्थळावर उपलब्ध करून देण्यात आले आहेत. याबाबतची माहिती मुख्य लेखा व वित्त अधिकारी, जिल्हा परिषद हिंगोली यांनी प्रसिद्धीपत्रकाद्वारे दिली आहे. — [10, 710, 213, 900]
short-news-item — [10, 657, 212, 902]
section-end-rule — [895, 1206, 1172, 1209]
winner-badge-label: विजेत्यांचा गौरव — [30, 2043, 146, 2067]
kolha-right — [1052, 1312, 1435, 1592]
print-footer — [10, 2551, 1441, 2576]
mapping-colB — [208, 1295, 405, 1572]
house-photo — [10, 1879, 201, 2014]
header-web — [1087, 66, 1435, 82]
mapping-colA — [10, 1295, 199, 1572]
mapping-colA-text: ▶ कळमनुरी (वा.) कळमनुरी विधानसभा मतदारसंघात विशेष संक्षिप्त पुनर्निरीक्षण (एसआयआर) मोहिमेच्या पूर्वतयारीचे काम वेगाने सुरू असून मतदान केंद्रस्तरीय अधिकारी (बीएलओ) यांच्या माध्यमातून विविध कामे युद्धपातळीवर केली जात असल्याची माहिती नायब तहसीलदार वैशाली रंजवे यांनी दिली. मतदार यादी अधिक अचूक, पारदर्शक आणि अद्ययावत करण्यासाठी — [10, 1359, 199, 1502]
short-news-arrow-icon: » — [10, 618, 36, 643]
